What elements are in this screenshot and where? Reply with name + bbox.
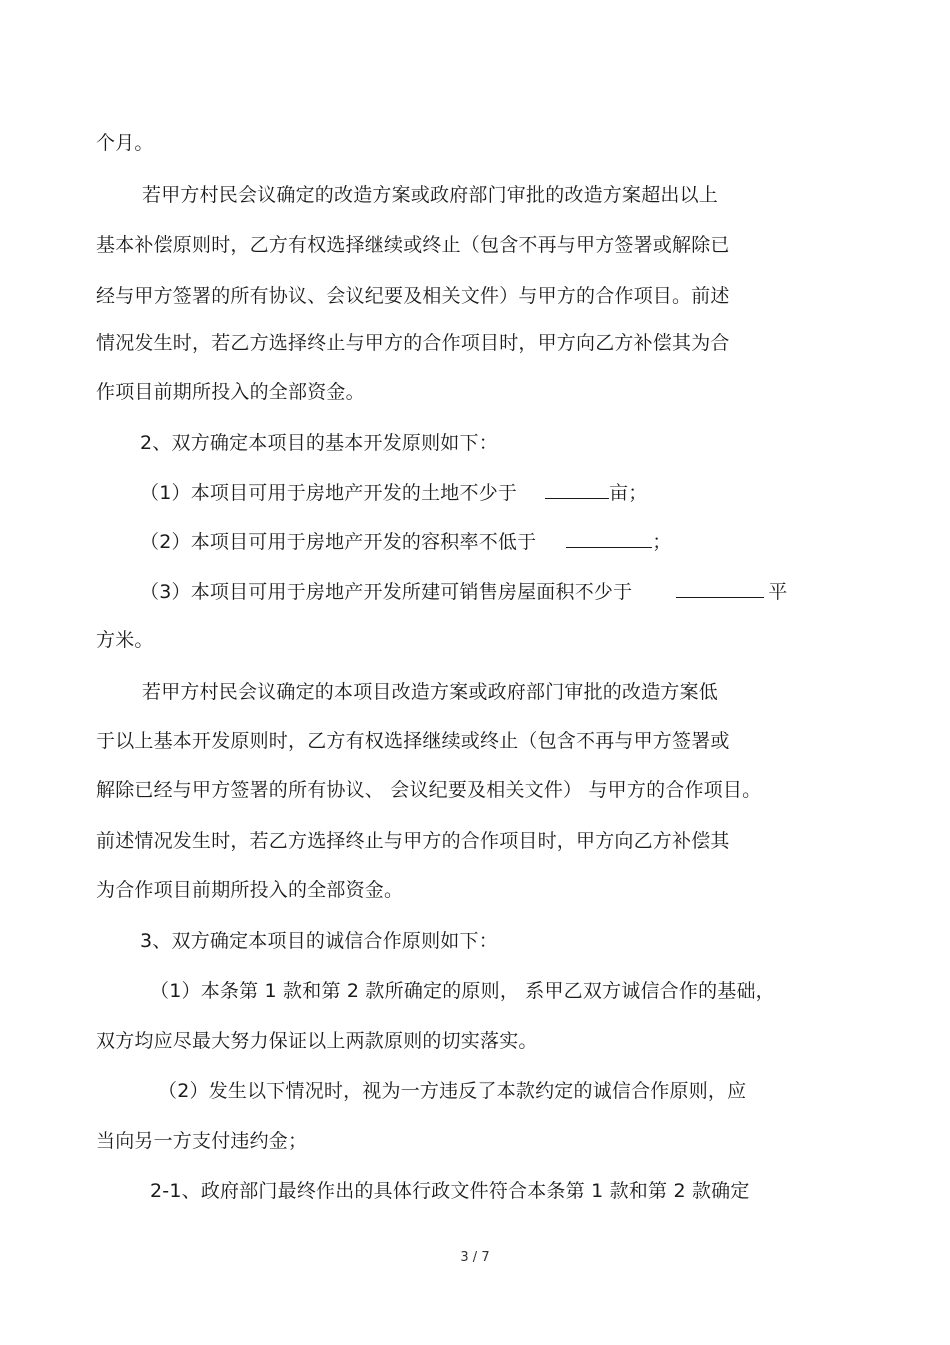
page-number: 3 / 7 bbox=[460, 1250, 490, 1265]
text-line: 前述情况发生时，若乙方选择终止与甲方的合作项目时，甲方向乙方补偿其 bbox=[96, 830, 730, 852]
list-item bbox=[140, 480, 648, 505]
text-line: 情况发生时，若乙方选择终止与甲方的合作项目时，甲方向乙方补偿其为合 bbox=[96, 332, 730, 354]
unit-text: ； bbox=[652, 531, 672, 553]
text-line: 当向另一方支付违约金； bbox=[96, 1130, 308, 1152]
fill-in-blank bbox=[566, 529, 652, 548]
text-line: 基本补偿原则时，乙方有权选择继续或终止（包含不再与甲方签署或解除已 bbox=[96, 234, 730, 256]
list-item: （2）发生以下情况时，视为一方违反了本款约定的诚信合作原则，应 bbox=[158, 1080, 747, 1102]
list-item bbox=[140, 529, 672, 554]
item-text: （3）本项目可用于房地产开发所建可销售房屋面积不少于 bbox=[140, 581, 633, 603]
paragraph-start: 若甲方村民会议确定的本项目改造方案或政府部门审批的改造方案低 bbox=[142, 681, 719, 703]
list-item: （1）本条第 1 款和第 2 款所确定的原则， 系甲乙双方诚信合作的基础， bbox=[150, 980, 775, 1002]
item-text: （2）本项目可用于房地产开发的容积率不低于 bbox=[140, 531, 537, 553]
text-line: 为合作项目前期所投入的全部资金。 bbox=[96, 879, 404, 901]
unit-text: 亩； bbox=[609, 482, 648, 504]
text-line: 作项目前期所投入的全部资金。 bbox=[96, 381, 365, 403]
text-line: 经与甲方签署的所有协议、会议纪要及相关文件）与甲方的合作项目。前述 bbox=[96, 285, 730, 307]
paragraph-start: 若甲方村民会议确定的改造方案或政府部门审批的改造方案超出以上 bbox=[142, 184, 719, 206]
sub-clause: 2-1、政府部门最终作出的具体行政文件符合本条第 1 款和第 2 款确定 bbox=[150, 1180, 750, 1202]
clause-heading: 3、双方确定本项目的诚信合作原则如下： bbox=[140, 930, 498, 952]
clause-heading: 2、双方确定本项目的基本开发原则如下： bbox=[140, 432, 498, 454]
text-line: 于以上基本开发原则时，乙方有权选择继续或终止（包含不再与甲方签署或 bbox=[96, 730, 730, 752]
text-line: 解除已经与甲方签署的所有协议、 会议纪要及相关文件） 与甲方的合作项目。 bbox=[96, 779, 762, 801]
fill-in-blank bbox=[545, 480, 609, 499]
fill-in-blank bbox=[676, 579, 764, 598]
text-line: 双方均应尽最大努力保证以上两款原则的切实落实。 bbox=[96, 1030, 538, 1052]
unit-text: 平 bbox=[768, 581, 788, 603]
item-text: （1）本项目可用于房地产开发的土地不少于 bbox=[140, 482, 518, 504]
list-item bbox=[140, 579, 788, 604]
text-line: 方米。 bbox=[96, 629, 154, 651]
text-line: 个月。 bbox=[96, 132, 154, 154]
